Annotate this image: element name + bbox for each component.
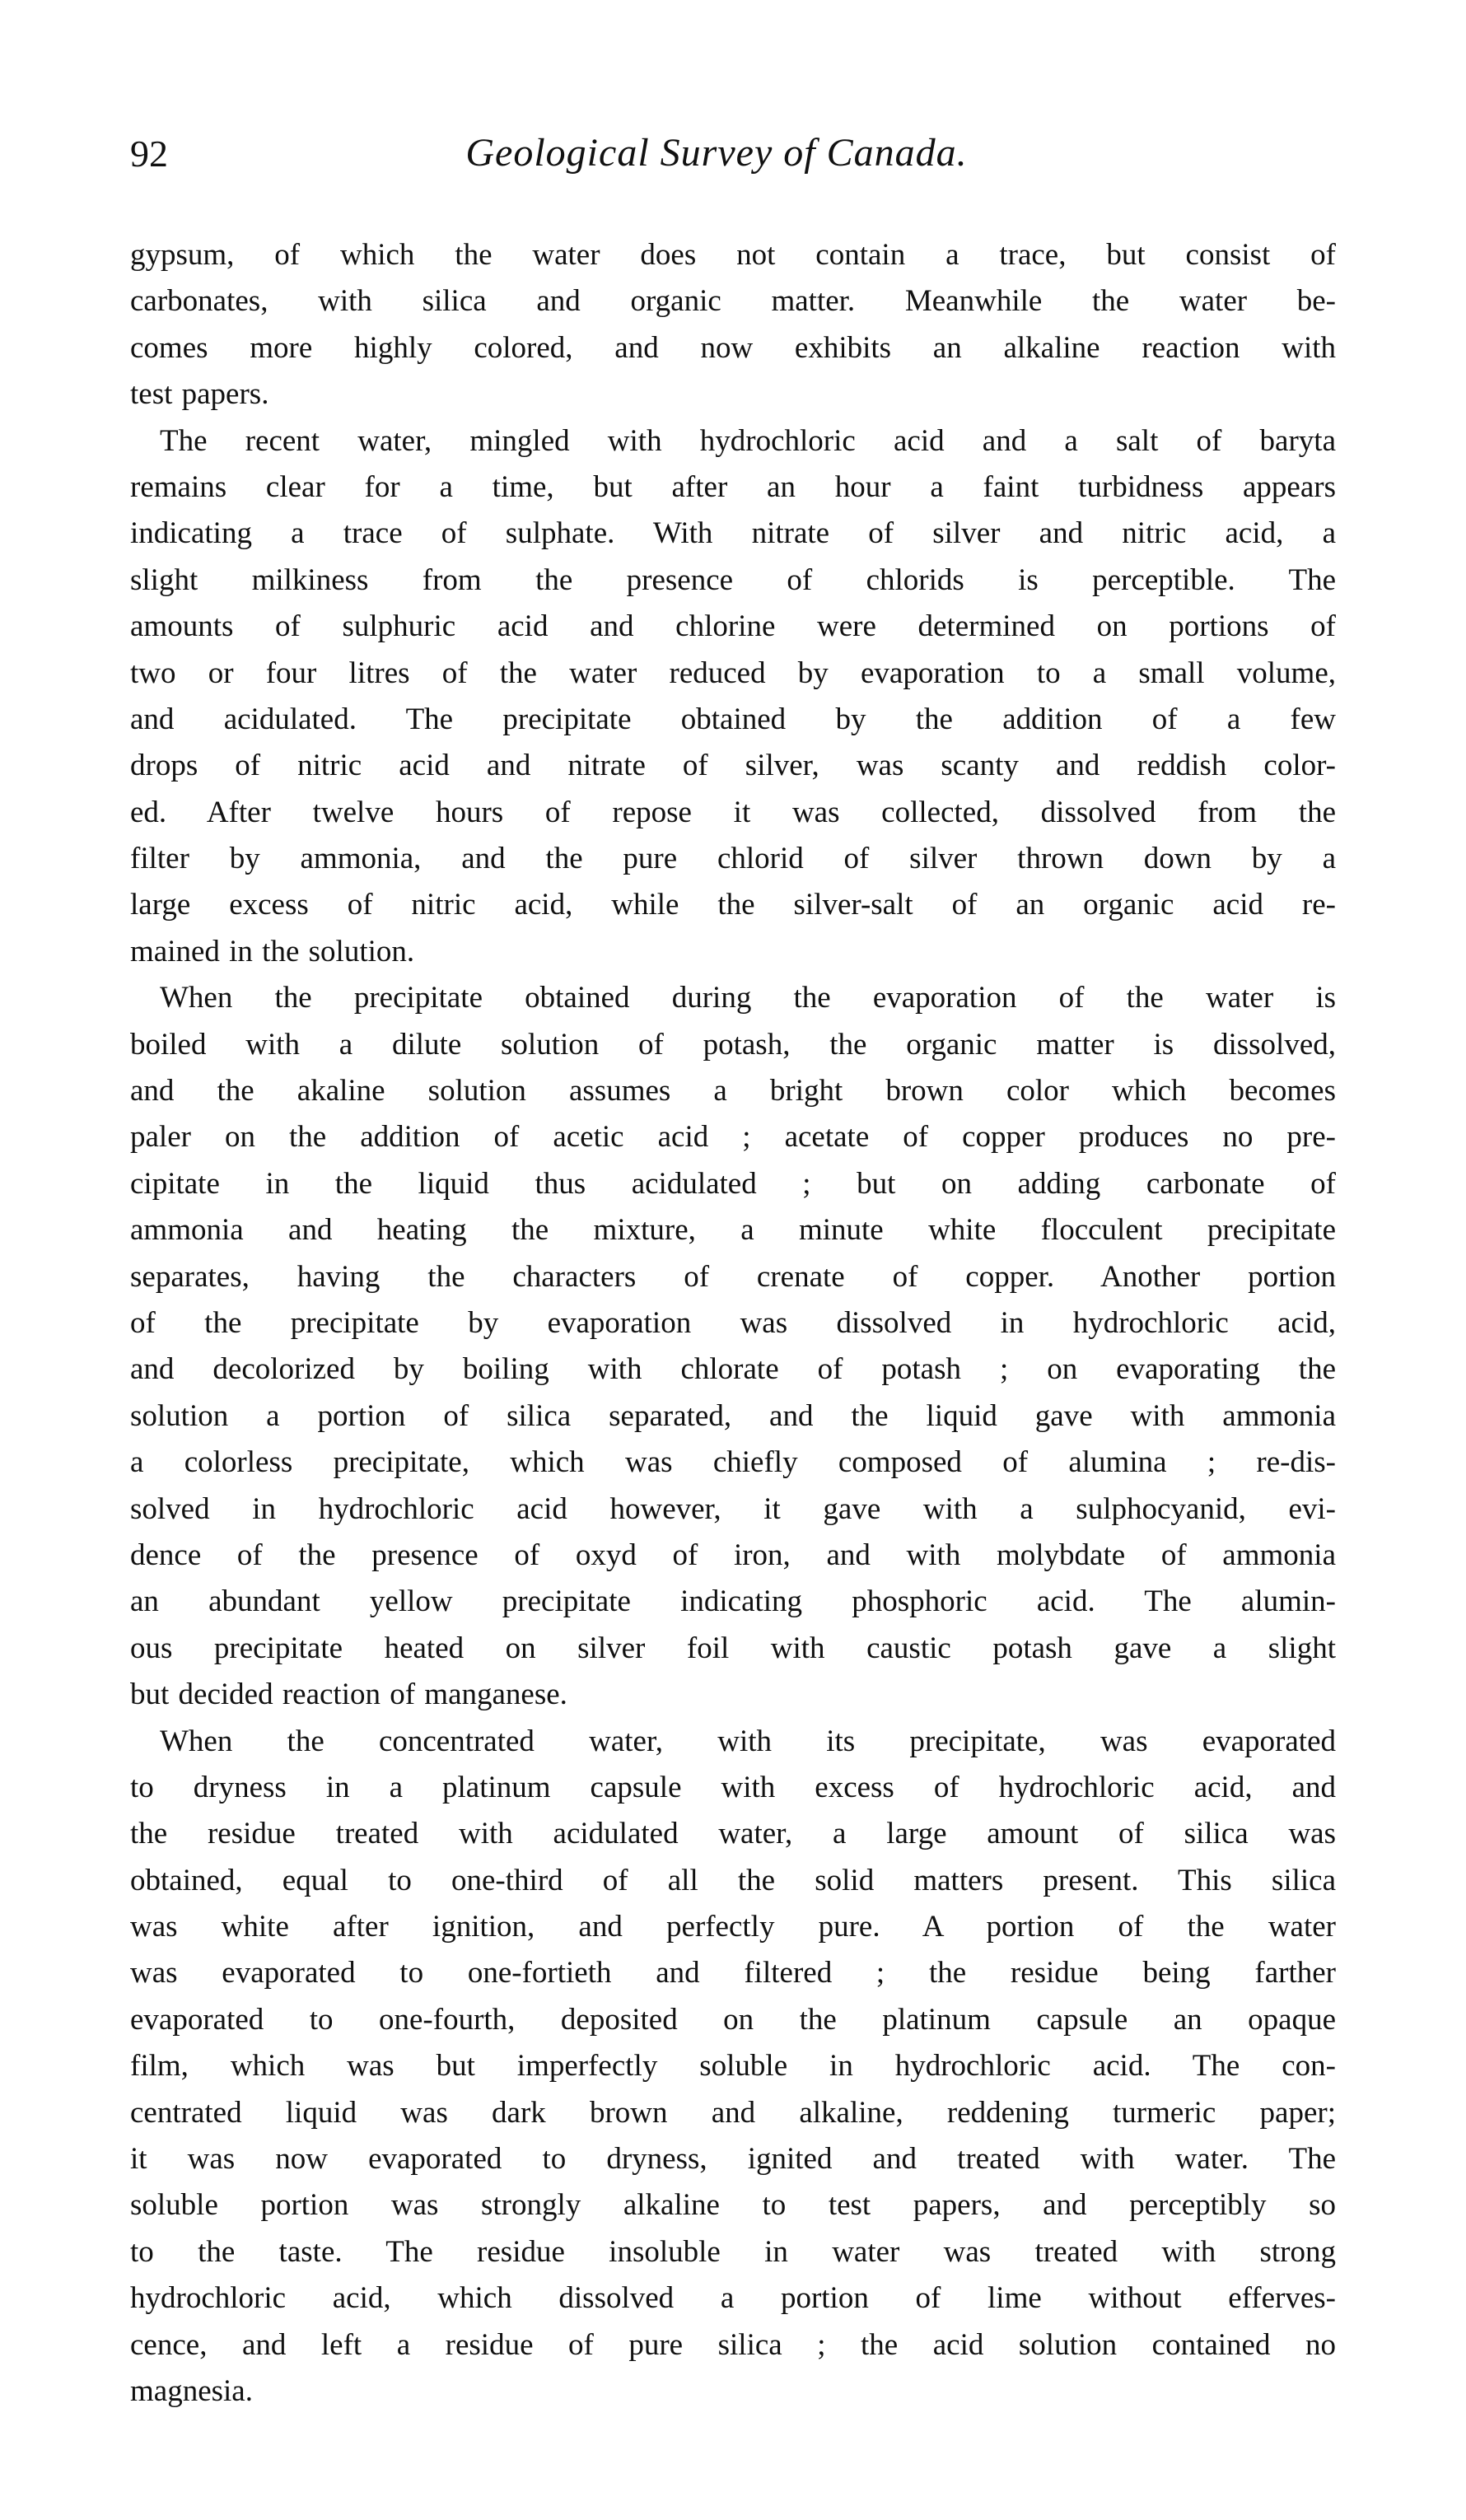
text-line: cipitate in the liquid thus acidulated ; but on adding carbonate of [130, 1166, 1336, 1201]
text-line: ous precipitate heated on silver foil with caustic potash gave a slight [130, 1631, 1336, 1665]
text-line: amounts of sulphuric acid and chlorine were determined on portions of [130, 609, 1336, 644]
text-line: to the taste. The residue insoluble in water was treated with strong [130, 2234, 1336, 2269]
text-line: but decided reaction of manganese. [130, 1678, 567, 1712]
text-line: of the precipitate by evaporation was dissolved in hydrochloric acid, [130, 1305, 1336, 1340]
text-line: soluble portion was strongly alkaline to test papers, and perceptibly so [130, 2188, 1336, 2223]
paragraph [130, 232, 1336, 418]
text-line: carbonates, with silica and organic matter. Meanwhile the water be- [130, 284, 1336, 319]
text-line: ed. After twelve hours of repose it was collected, dissolved from the [130, 795, 1336, 829]
text-line: a colorless precipitate, which was chiefly composed of alumina ; re-dis- [130, 1445, 1336, 1480]
text-line: and decolorized by boiling with chlorate of potash ; on evaporating the [130, 1352, 1336, 1387]
text-line: was white after ignition, and perfectly pure. A portion of the water [130, 1910, 1336, 1944]
text-line: and the akaline solution assumes a bright brown color which becomes [130, 1074, 1336, 1108]
text-line: paler on the addition of acetic acid ; acetate of copper produces no pre- [130, 1120, 1336, 1155]
text-line: cence, and left a residue of pure silica ; the acid solution contained no [130, 2327, 1336, 2362]
text-line: drops of nitric acid and nitrate of silver, was scanty and reddish color- [130, 749, 1336, 783]
text-line: When the precipitate obtained during the evaporation of the water is [160, 981, 1336, 1015]
text-line: two or four litres of the water reduced by evaporation to a small volume, [130, 656, 1336, 690]
text-line: slight milkiness from the presence of chlorids is perceptible. The [130, 562, 1336, 597]
text-line: filter by ammonia, and the pure chlorid of silver thrown down by a [130, 842, 1336, 876]
text-line: test papers. [130, 377, 269, 412]
text-line: separates, having the characters of crenate of copper. Another portion [130, 1259, 1336, 1294]
text-line: evaporated to one-fourth, deposited on the platinum capsule an opaque [130, 2002, 1336, 2037]
running-title: Geological Survey of Canada. [465, 131, 968, 175]
page-body [130, 232, 1336, 2415]
text-line: obtained, equal to one-third of all the solid matters present. This silica [130, 1863, 1336, 1897]
text-line: comes more highly colored, and now exhibits an alkaline reaction with [130, 330, 1336, 365]
text-line: solved in hydrochloric acid however, it gave with a sulphocyanid, evi- [130, 1491, 1336, 1526]
text-line: magnesia. [130, 2373, 253, 2408]
text-line: large excess of nitric acid, while the silver-salt of an organic acid re- [130, 888, 1336, 922]
text-line: it was now evaporated to dryness, ignited and treated with water. The [130, 2142, 1336, 2177]
paragraph [130, 975, 1336, 1718]
paragraph [130, 418, 1336, 976]
text-line: mained in the solution. [130, 934, 415, 968]
text-line: an abundant yellow precipitate indicating phosphoric acid. The alumin- [130, 1584, 1336, 1619]
text-line: and acidulated. The precipitate obtained by the addition of a few [130, 702, 1336, 736]
paragraph [130, 1719, 1336, 2415]
text-line: film, which was but imperfectly soluble in hydrochloric acid. The con- [130, 2049, 1336, 2084]
text-line: ammonia and heating the mixture, a minute white flocculent precipitate [130, 1213, 1336, 1248]
page-number: 92 [130, 133, 168, 175]
text-line: centrated liquid was dark brown and alkaline, reddening turmeric paper; [130, 2095, 1336, 2130]
text-line: hydrochloric acid, which dissolved a portion of lime without efferves- [130, 2281, 1336, 2316]
text-line: indicating a trace of sulphate. With nitrate of silver and nitric acid, a [130, 516, 1336, 551]
text-line: dence of the presence of oxyd of iron, and with molybdate of ammonia [130, 1538, 1336, 1572]
text-line: When the concentrated water, with its precipitate, was evaporated [160, 1724, 1336, 1758]
text-line: solution a portion of silica separated, and the liquid gave with ammonia [130, 1398, 1336, 1433]
text-line: was evaporated to one-fortieth and filtered ; the residue being farther [130, 1956, 1336, 1990]
text-line: to dryness in a platinum capsule with excess of hydrochloric acid, and [130, 1770, 1336, 1804]
text-line: boiled with a dilute solution of potash, the organic matter is dissolved, [130, 1027, 1336, 1062]
text-line: gypsum, of which the water does not contain a trace, but consist of [130, 238, 1336, 272]
text-line: remains clear for a time, but after an hour a faint turbidness appears [130, 469, 1336, 504]
text-line: The recent water, mingled with hydrochloric acid and a salt of baryta [160, 423, 1336, 458]
text-line: the residue treated with acidulated water, a large amount of silica was [130, 1817, 1336, 1851]
